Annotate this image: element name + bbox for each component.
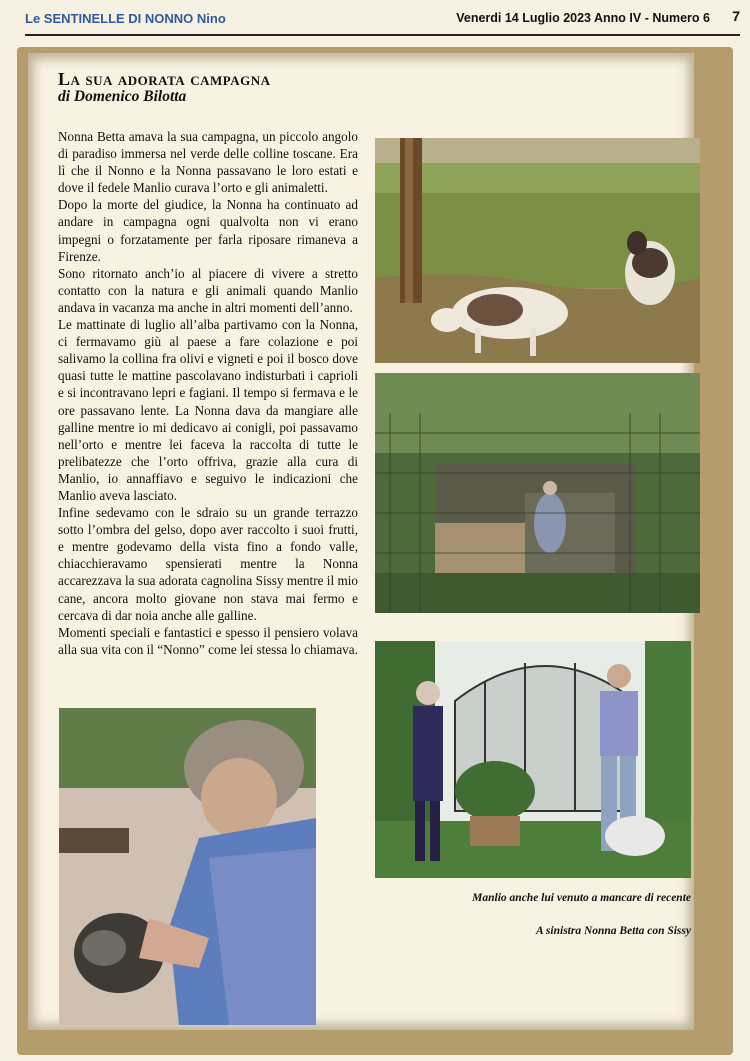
- caption-nonna: A sinistra Nonna Betta con Sissy: [536, 925, 691, 937]
- paragraph: Sono ritornato anch’io al piacere di vivere a stretto contatto con la natura e gli animali quando Manlio andava in vacanza ma anche in altri momenti dell’anno.: [58, 265, 358, 315]
- goats-photo: [375, 138, 700, 363]
- paragraph: Momenti speciali e fantastici e spesso il pensiero volava alla sua vita con il “Nonno” come lei stessa lo chiamava.: [58, 624, 358, 657]
- article-author: di Domenico Bilotta: [58, 88, 187, 105]
- page-number: 7: [732, 8, 740, 24]
- article-body: [58, 128, 358, 658]
- paragraph: Le mattinate di luglio all’alba partivamo con la Nonna, ci fermavamo giù al paese a fare colazione e poi salivamo la collina fra olivi e vigneti e poi il bosco dove quasi tutte le mattine pascolavano indisturbati i caprioli e si incontravano lepri e fagiani. Il tempo si fermava e le ore passavano lente. La Nonna dava da mangiare alle galline mentre io mi dedicavo ai conigli, poi passavamo nell’orto e mentre lei faceva la raccolta di tutte le prelibatezze che l’orto offriva, grazie alla cura di Manlio, io annaffiavo e seguivo le indicazioni che Manlio aveva lasciato.: [58, 317, 358, 503]
- henhouse-photo: [375, 373, 700, 613]
- publication-name: Le SENTINELLE DI NONNO Nino: [25, 11, 226, 26]
- paragraph: Dopo la morte del giudice, la Nonna ha continuato ad andare in campagna ogni qualvolta non vi erano impegni o forzatamente per farla riposare rimaneva a Firenze.: [58, 197, 358, 264]
- page-header: [25, 8, 740, 36]
- paragraph: Infine sedevamo con le sdraio su un grande terrazzo sotto l’ombra del gelso, dopo aver raccolto i suoi frutti, e mentre godevamo della vista fino a fondo valle, chiacchieravamo spensierati mentre la Nonna accarezzava la sua adorata cagnolina Sissy mentre il mio cane, ancora molto giovane non stava mai fermo e cercava di dar noia anche alle galline.: [58, 505, 358, 623]
- nonna-dog-photo: [59, 708, 316, 1025]
- greenhouse-photo: [375, 641, 691, 878]
- article-title: La sua adorata campagna: [58, 69, 271, 89]
- caption-manlio: Manlio anche lui venuto a mancare di recente: [472, 892, 691, 904]
- paragraph: Nonna Betta amava la sua campagna, un piccolo angolo di paradiso immersa nel verde delle colline toscane. Era lì che il Nonno e la Nonna passavano le loro estati e dove il fedele Manlio curava l’orto e gli animaletti.: [58, 129, 358, 196]
- issue-info: Venerdi 14 Luglio 2023 Anno IV - Numero 6: [456, 11, 710, 25]
